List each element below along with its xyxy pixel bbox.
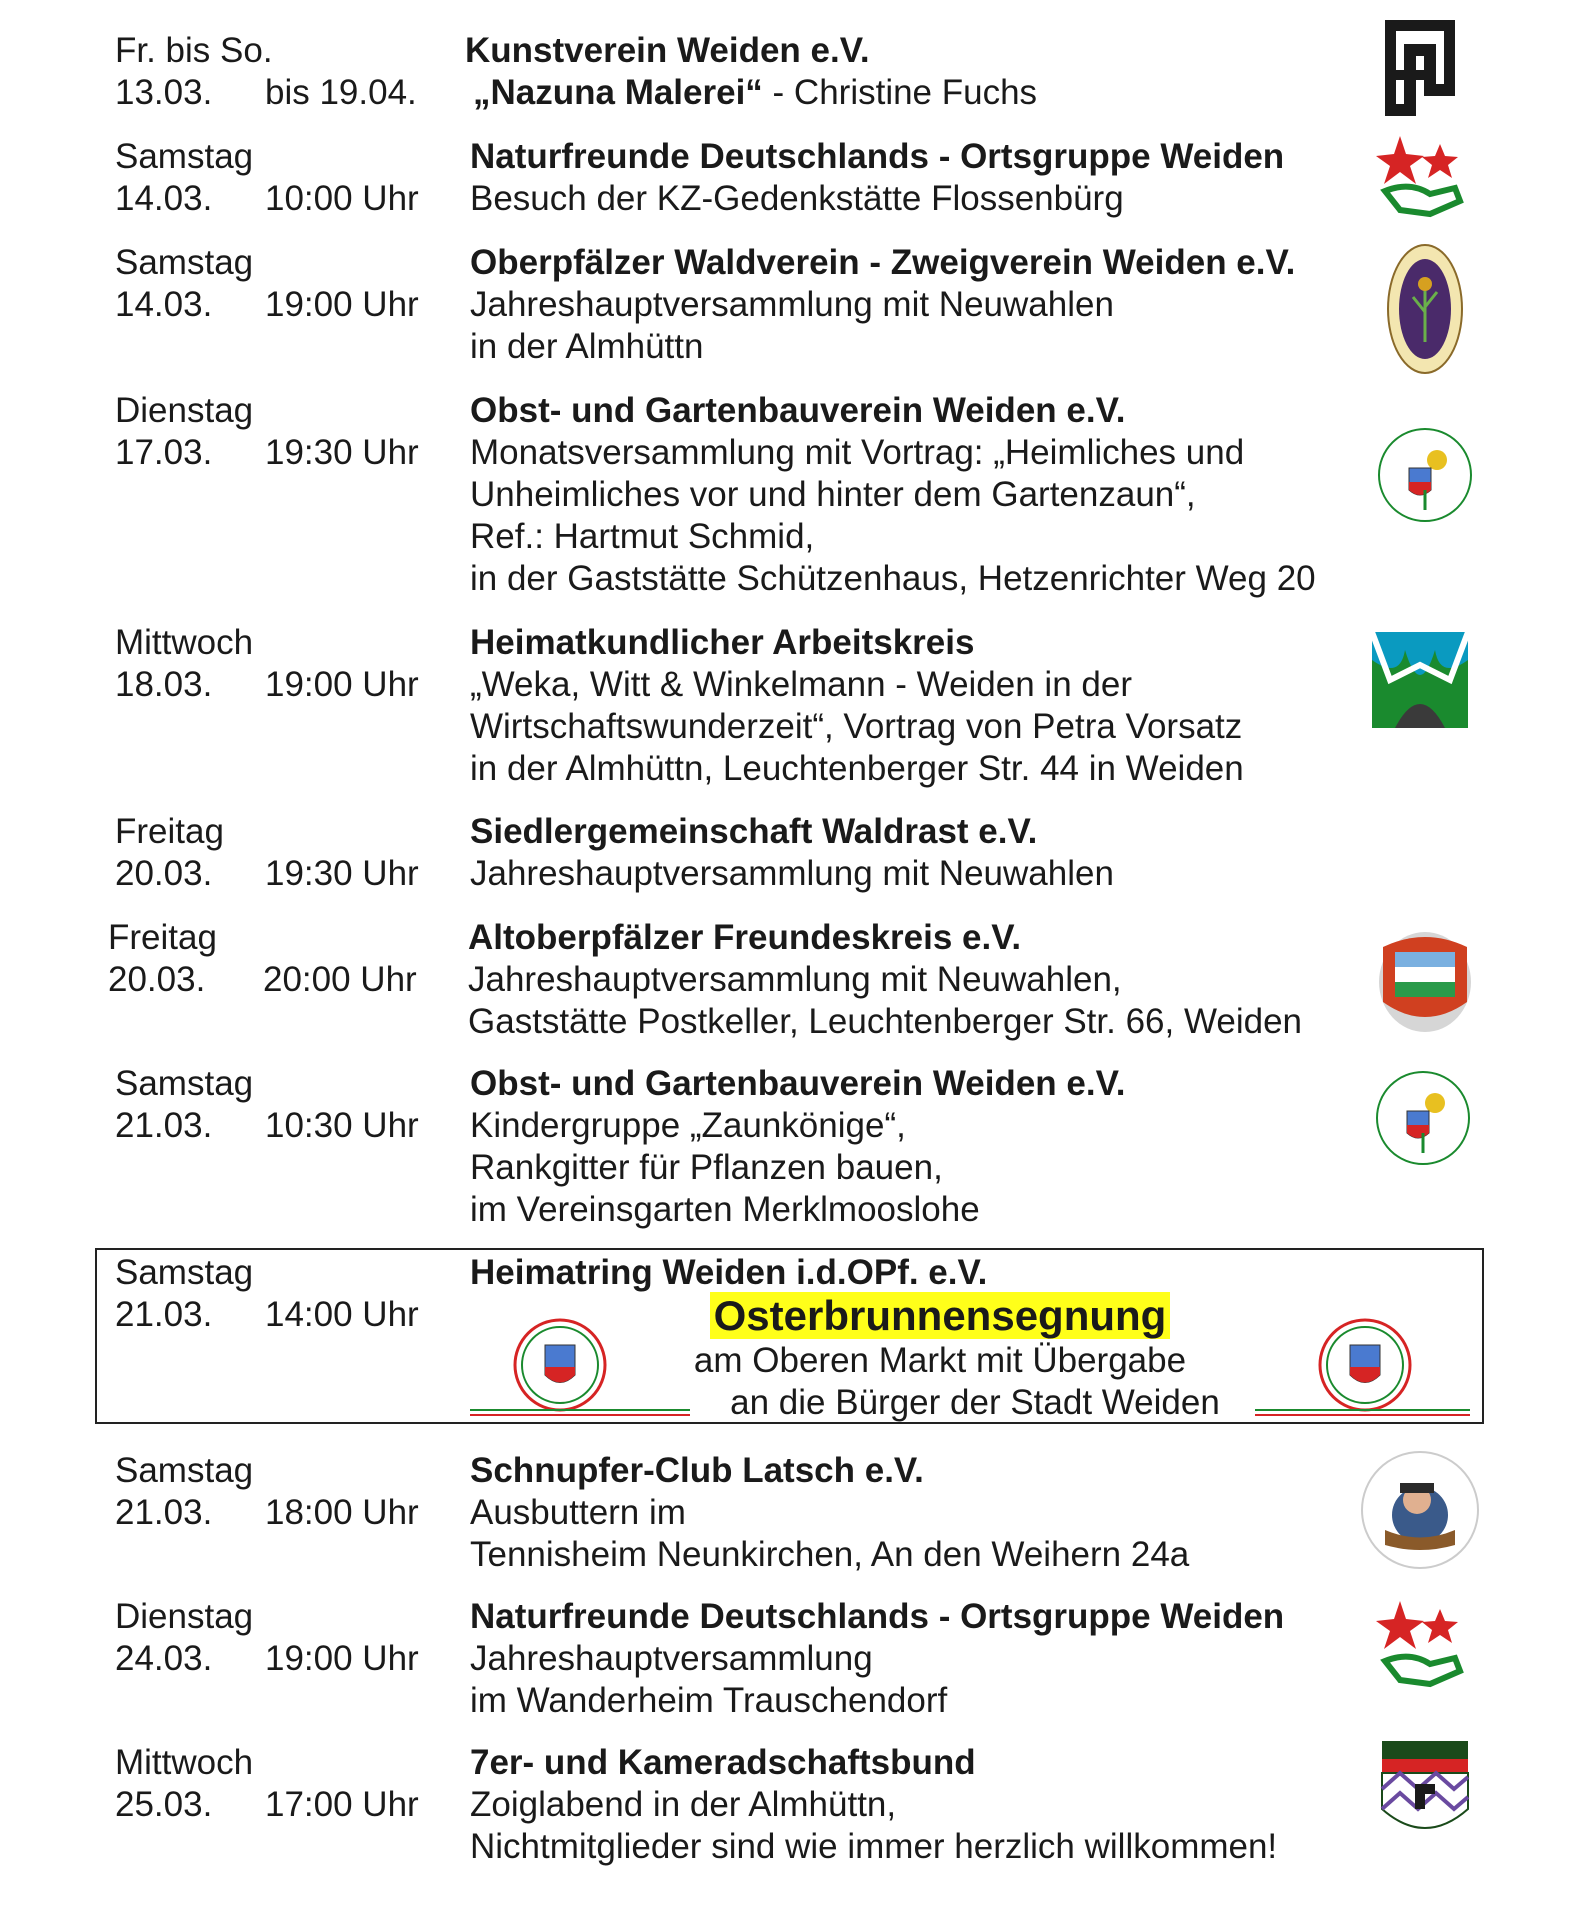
event-line: Jahreshauptversammlung xyxy=(470,1639,873,1678)
event-time: bis 19.04. xyxy=(265,73,417,112)
event-date: 20.03. xyxy=(108,960,206,999)
event-line: Tennisheim Neunkirchen, An den Weihern 24a xyxy=(470,1535,1190,1574)
event-date: 21.03. xyxy=(115,1295,213,1334)
event-date: 17.03. xyxy=(115,433,213,472)
event-line: „Weka, Witt & Winkelmann - Weiden in der xyxy=(470,665,1132,704)
event-line: Nichtmitglieder sind wie immer herzlich willkommen! xyxy=(470,1827,1278,1866)
event-line: Gaststätte Postkeller, Leuchtenberger Str. 66, Weiden xyxy=(468,1002,1303,1041)
gartenbauverein-logo xyxy=(1375,420,1475,540)
event-time: 19:30 Uhr xyxy=(265,433,419,472)
event-time: 19:00 Uhr xyxy=(265,1639,419,1678)
event-time: 10:30 Uhr xyxy=(265,1106,419,1145)
event-day: Fr. bis So. xyxy=(115,31,273,70)
event-line: Jahreshauptversammlung mit Neuwahlen xyxy=(470,285,1114,324)
event-time: 17:00 Uhr xyxy=(265,1785,419,1824)
event-day: Freitag xyxy=(108,918,217,957)
naturfreunde-logo xyxy=(1370,1591,1470,1711)
gartenbauverein-logo xyxy=(1373,1063,1473,1183)
event-when xyxy=(115,30,455,114)
event-line: Monatsversammlung mit Vortrag: „Heimliches und xyxy=(470,433,1245,472)
event-organizer: Altoberpfälzer Freundeskreis e.V. xyxy=(468,918,1022,957)
event-time: 10:00 Uhr xyxy=(265,179,419,218)
event-line: im Vereinsgarten Merklmooslohe xyxy=(470,1190,980,1229)
kunstverein-logo xyxy=(1385,20,1455,130)
highlighted-event-title: Osterbrunnensegnung xyxy=(710,1292,1171,1339)
event-date: 18.03. xyxy=(115,665,213,704)
event-date: 25.03. xyxy=(115,1785,213,1824)
event-day: Samstag xyxy=(115,243,254,282)
event-line: Rankgitter für Pflanzen bauen, xyxy=(470,1148,943,1187)
event-time: 20:00 Uhr xyxy=(263,960,417,999)
event-organizer: Kunstverein Weiden e.V. xyxy=(465,31,870,70)
event-day: Dienstag xyxy=(115,391,254,430)
event-line: in der Almhüttn, Leuchtenberger Str. 44 in Weiden xyxy=(470,749,1244,788)
event-day: Dienstag xyxy=(115,1597,254,1636)
event-day: Samstag xyxy=(115,1064,254,1103)
event-line: im Wanderheim Trauschendorf xyxy=(470,1681,948,1720)
event-line: Wirtschaftswunderzeit“, Vortrag von Petra Vorsatz xyxy=(470,707,1243,746)
event-line: in der Almhüttn xyxy=(470,327,704,366)
event-line: Ausbuttern im xyxy=(470,1493,686,1532)
event-day: Mittwoch xyxy=(115,623,254,662)
event-date: 24.03. xyxy=(115,1639,213,1678)
event-date: 14.03. xyxy=(115,179,213,218)
event-line: Ref.: Hartmut Schmid, xyxy=(470,517,815,556)
event-line: Jahreshauptversammlung mit Neuwahlen, xyxy=(468,960,1122,999)
event-organizer: Naturfreunde Deutschlands - Ortsgruppe Weiden xyxy=(470,1597,1285,1636)
event-date: 14.03. xyxy=(115,285,213,324)
event-date: 13.03. xyxy=(115,73,213,112)
event-day: Samstag xyxy=(115,1451,254,1490)
event-line: Besuch der KZ-Gedenkstätte Flossenbürg xyxy=(470,179,1124,218)
event-time: 19:00 Uhr xyxy=(265,285,419,324)
event-time: 14:00 Uhr xyxy=(265,1295,419,1334)
event-date: 21.03. xyxy=(115,1106,213,1145)
arbeitskreis-logo xyxy=(1370,630,1470,740)
weiden-wappen-icon xyxy=(470,1315,690,1430)
event-day: Mittwoch xyxy=(115,1743,254,1782)
event-organizer: Heimatkundlicher Arbeitskreis xyxy=(470,623,975,662)
event-day: Samstag xyxy=(115,1253,254,1292)
event-time: 18:00 Uhr xyxy=(265,1493,419,1532)
event-organizer: Obst- und Gartenbauverein Weiden e.V. xyxy=(470,391,1126,430)
naturfreunde-logo xyxy=(1370,126,1470,236)
event-organizer: Schnupfer-Club Latsch e.V. xyxy=(470,1451,924,1490)
event-line: in der Gaststätte Schützenhaus, Hetzenrichter Weg 20 xyxy=(470,559,1316,598)
event-day: Samstag xyxy=(115,137,254,176)
event-date: 21.03. xyxy=(115,1493,213,1532)
schnupferclub-logo xyxy=(1355,1445,1485,1585)
event-organizer: Obst- und Gartenbauverein Weiden e.V. xyxy=(470,1064,1126,1103)
waldverein-logo xyxy=(1385,242,1465,387)
event-line: Kindergruppe „Zaunkönige“, xyxy=(470,1106,906,1145)
event-time: 19:30 Uhr xyxy=(265,854,419,893)
freundeskreis-logo xyxy=(1375,927,1475,1047)
event-day: Freitag xyxy=(115,812,224,851)
event-organizer: Siedlergemeinschaft Waldrast e.V. xyxy=(470,812,1038,851)
event-details xyxy=(465,30,1365,114)
exhibition-title: „Nazuna Malerei“ xyxy=(473,73,763,112)
event-line: Jahreshauptversammlung mit Neuwahlen xyxy=(470,854,1114,893)
event-organizer: Heimatring Weiden i.d.OPf. e.V. xyxy=(470,1253,988,1292)
weiden-wappen-icon xyxy=(1255,1315,1475,1430)
event-line: Zoiglabend in der Almhüttn, xyxy=(470,1785,897,1824)
exhibition-artist: - Christine Fuchs xyxy=(762,73,1038,112)
event-time: 19:00 Uhr xyxy=(265,665,419,704)
event-date: 20.03. xyxy=(115,854,213,893)
event-organizer: Naturfreunde Deutschlands - Ortsgruppe Weiden xyxy=(470,137,1285,176)
event-line: an die Bürger der Stadt Weiden xyxy=(730,1383,1220,1422)
event-organizer: 7er- und Kameradschaftsbund xyxy=(470,1743,976,1782)
event-line: Unheimliches vor und hinter dem Gartenzaun“, xyxy=(470,475,1196,514)
event-organizer: Oberpfälzer Waldverein - Zweigverein Weiden e.V. xyxy=(470,243,1296,282)
kameradschaftsbund-logo xyxy=(1380,1739,1470,1859)
event-line: am Oberen Markt mit Übergabe xyxy=(693,1341,1187,1380)
